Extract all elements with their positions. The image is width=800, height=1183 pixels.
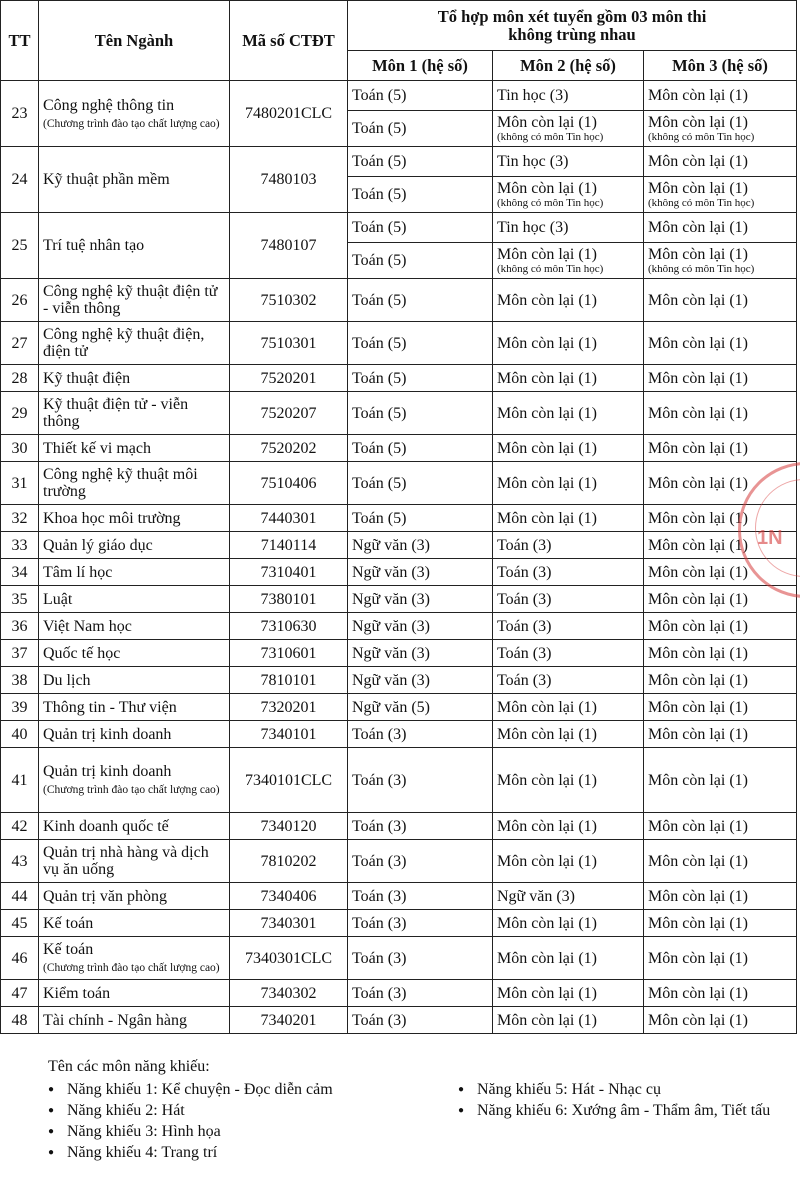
table-row <box>1 883 797 910</box>
subject-text: Môn còn lại (1) <box>497 179 597 197</box>
major-name-cell <box>39 586 230 613</box>
major-name-cell <box>39 667 230 694</box>
subject-m1-cell: Toán (5) <box>348 392 493 435</box>
program-code: 7520201 <box>230 365 348 392</box>
subject-m1-cell: Toán (3) <box>348 840 493 883</box>
subject-m2-cell: Môn còn lại (1) <box>493 937 644 980</box>
subject-m2-cell: Môn còn lại (1) <box>493 748 644 813</box>
major-name: Công nghệ kỹ thuật môi trường <box>43 466 198 500</box>
table-row <box>1 559 797 586</box>
subject-m2-cell: Môn còn lại (1) <box>493 910 644 937</box>
major-name-cell <box>39 279 230 322</box>
subject-m2-cell: Tin học (3) <box>493 147 644 177</box>
major-name: Khoa học môi trường <box>43 509 181 527</box>
table-row <box>1 213 797 243</box>
subject-m3-cell: Môn còn lại (1) <box>644 667 797 694</box>
subject-m1-cell: Ngữ văn (3) <box>348 532 493 559</box>
major-name: Công nghệ kỹ thuật điện tử - viễn thông <box>43 283 218 317</box>
subject-m3-cell: Môn còn lại (1) <box>644 840 797 883</box>
subject-m2-cell: Ngữ văn (3) <box>493 883 644 910</box>
row-number: 42 <box>1 813 39 840</box>
row-number: 40 <box>1 721 39 748</box>
major-name-cell <box>39 640 230 667</box>
program-code: 7510302 <box>230 279 348 322</box>
program-code: 7810202 <box>230 840 348 883</box>
row-number: 35 <box>1 586 39 613</box>
row-number: 23 <box>1 81 39 147</box>
subject-m3-cell: Môn còn lại (1) <box>644 640 797 667</box>
notes-title: Tên các môn năng khiếu: <box>48 1058 210 1075</box>
subject-m1-cell: Toán (3) <box>348 813 493 840</box>
subject-m1-cell: Toán (5) <box>348 243 493 279</box>
row-number: 31 <box>1 462 39 505</box>
subject-m3-cell <box>644 177 797 213</box>
table-row <box>1 365 797 392</box>
note-item: ● Năng khiếu 2: Hát <box>48 1100 428 1121</box>
table-row <box>1 748 797 813</box>
subject-note: (không có môn Tin học) <box>497 130 604 143</box>
major-name-cell <box>39 694 230 721</box>
major-name: Quản trị nhà hàng và dịch vụ ăn uống <box>43 844 209 878</box>
major-name-cell <box>39 721 230 748</box>
subject-m1-cell: Toán (5) <box>348 177 493 213</box>
subject-m3-cell: Môn còn lại (1) <box>644 279 797 322</box>
major-name-cell <box>39 147 230 213</box>
subject-m1-cell: Toán (3) <box>348 980 493 1007</box>
subject-m2-cell: Tin học (3) <box>493 213 644 243</box>
subject-note: (không có môn Tin học) <box>497 262 604 275</box>
major-program-note: (Chương trình đào tạo chất lượng cao) <box>43 962 220 974</box>
major-name: Trí tuệ nhân tạo <box>43 237 145 254</box>
subject-m1-cell: Toán (5) <box>348 147 493 177</box>
subject-m3-cell: Môn còn lại (1) <box>644 322 797 365</box>
subject-m1-cell: Ngữ văn (5) <box>348 694 493 721</box>
subject-m2-cell: Môn còn lại (1) <box>493 840 644 883</box>
notes-list-left <box>48 1079 428 1163</box>
major-name: Luật <box>43 590 73 608</box>
table-row <box>1 721 797 748</box>
subject-m2-cell <box>493 111 644 147</box>
subject-m1-cell: Toán (3) <box>348 721 493 748</box>
table-row <box>1 640 797 667</box>
table-row <box>1 586 797 613</box>
subject-note: (không có môn Tin học) <box>497 196 604 209</box>
row-number: 34 <box>1 559 39 586</box>
table-row <box>1 435 797 462</box>
row-number: 32 <box>1 505 39 532</box>
note-item: ● Năng khiếu 1: Kể chuyện - Đọc diễn cảm <box>48 1079 428 1100</box>
subject-m1-cell: Ngữ văn (3) <box>348 667 493 694</box>
subject-m3-cell: Môn còn lại (1) <box>644 586 797 613</box>
header-tt: TT <box>1 1 39 81</box>
subject-m2-cell: Môn còn lại (1) <box>493 435 644 462</box>
major-name-cell <box>39 435 230 462</box>
major-name: Quản trị văn phòng <box>43 887 167 905</box>
major-program-note: (Chương trình đào tạo chất lượng cao) <box>43 117 220 130</box>
program-code: 7810101 <box>230 667 348 694</box>
table-body <box>1 81 797 1034</box>
note-item: ● Năng khiếu 5: Hát - Nhạc cụ <box>458 1079 778 1100</box>
subject-m1-cell: Ngữ văn (3) <box>348 586 493 613</box>
subject-m1-cell: Toán (3) <box>348 1007 493 1034</box>
subject-m3-cell: Môn còn lại (1) <box>644 365 797 392</box>
program-code: 7340101 <box>230 721 348 748</box>
subject-m1-cell: Ngữ văn (3) <box>348 640 493 667</box>
program-code: 7340301 <box>230 910 348 937</box>
subject-m2-cell: Môn còn lại (1) <box>493 322 644 365</box>
subject-text: Môn còn lại (1) <box>497 245 597 263</box>
subject-m2-cell: Môn còn lại (1) <box>493 721 644 748</box>
subject-m1-cell: Toán (5) <box>348 505 493 532</box>
subject-m2-cell: Toán (3) <box>493 640 644 667</box>
subject-note: (không có môn Tin học) <box>648 130 755 143</box>
subject-m3-cell: Môn còn lại (1) <box>644 937 797 980</box>
subject-m1-cell: Toán (5) <box>348 322 493 365</box>
table-row <box>1 910 797 937</box>
program-code: 7520207 <box>230 392 348 435</box>
table-row <box>1 694 797 721</box>
major-name: Quốc tế học <box>43 644 121 662</box>
row-number: 46 <box>1 937 39 980</box>
subject-m1-cell: Toán (5) <box>348 111 493 147</box>
subject-m3-cell: Môn còn lại (1) <box>644 721 797 748</box>
subject-m3-cell: Môn còn lại (1) <box>644 532 797 559</box>
subject-m2-cell: Môn còn lại (1) <box>493 505 644 532</box>
subject-note: (không có môn Tin học) <box>648 262 755 275</box>
subject-m3-cell: Môn còn lại (1) <box>644 910 797 937</box>
subject-text: Môn còn lại (1) <box>648 179 748 197</box>
program-code: 7510406 <box>230 462 348 505</box>
major-name-cell <box>39 505 230 532</box>
table-row <box>1 980 797 1007</box>
program-code: 7310601 <box>230 640 348 667</box>
subject-m2-cell: Môn còn lại (1) <box>493 462 644 505</box>
program-code: 7380101 <box>230 586 348 613</box>
row-number: 29 <box>1 392 39 435</box>
subject-m1-cell: Toán (5) <box>348 435 493 462</box>
major-name-cell <box>39 213 230 279</box>
program-code: 7310630 <box>230 613 348 640</box>
major-name-cell <box>39 559 230 586</box>
row-number: 26 <box>1 279 39 322</box>
subject-m1-cell: Ngữ văn (3) <box>348 613 493 640</box>
table-row <box>1 613 797 640</box>
major-name: Tâm lí học <box>43 563 113 581</box>
program-code: 7340406 <box>230 883 348 910</box>
subject-m1-cell: Toán (5) <box>348 81 493 111</box>
major-name-cell <box>39 81 230 147</box>
subject-m2-cell: Môn còn lại (1) <box>493 980 644 1007</box>
subject-m1-cell: Toán (3) <box>348 937 493 980</box>
major-name-cell <box>39 322 230 365</box>
subject-text: Môn còn lại (1) <box>497 113 597 131</box>
table-row <box>1 937 797 980</box>
subject-m1-cell: Toán (5) <box>348 279 493 322</box>
subject-m2-cell: Môn còn lại (1) <box>493 279 644 322</box>
major-name: Kiểm toán <box>43 984 111 1002</box>
header-to-hop: Tổ hợp môn xét tuyển gồm 03 môn thi không trùng nhau <box>348 1 797 51</box>
subject-m2-cell: Môn còn lại (1) <box>493 813 644 840</box>
table-row <box>1 322 797 365</box>
notes-section <box>0 1056 800 1183</box>
header-ma-so: Mã số CTĐT <box>230 1 348 81</box>
subject-m2-cell <box>493 177 644 213</box>
row-number: 36 <box>1 613 39 640</box>
subject-m2-cell: Toán (3) <box>493 586 644 613</box>
subject-m3-cell <box>644 243 797 279</box>
program-code: 7520202 <box>230 435 348 462</box>
subject-m3-cell: Môn còn lại (1) <box>644 883 797 910</box>
row-number: 48 <box>1 1007 39 1034</box>
program-code: 7340101CLC <box>230 748 348 813</box>
major-name-cell <box>39 748 230 813</box>
subject-m3-cell: Môn còn lại (1) <box>644 147 797 177</box>
subject-m3-cell: Môn còn lại (1) <box>644 694 797 721</box>
subject-m3-cell: Môn còn lại (1) <box>644 559 797 586</box>
major-name: Việt Nam học <box>43 617 132 635</box>
table-row <box>1 813 797 840</box>
table-row <box>1 392 797 435</box>
program-code: 7320201 <box>230 694 348 721</box>
major-name: Công nghệ thông tin <box>43 96 175 114</box>
table-row <box>1 840 797 883</box>
subject-m1-cell: Toán (3) <box>348 883 493 910</box>
program-code: 7510301 <box>230 322 348 365</box>
major-name-cell <box>39 937 230 980</box>
subject-m1-cell: Toán (5) <box>348 213 493 243</box>
subject-m2-cell: Toán (3) <box>493 532 644 559</box>
major-name-cell <box>39 980 230 1007</box>
program-code: 7340120 <box>230 813 348 840</box>
subject-m2-cell: Toán (3) <box>493 667 644 694</box>
major-name: Quản trị kinh doanh <box>43 725 172 743</box>
row-number: 41 <box>1 748 39 813</box>
row-number: 43 <box>1 840 39 883</box>
subject-m3-cell: Môn còn lại (1) <box>644 505 797 532</box>
row-number: 47 <box>1 980 39 1007</box>
table-row <box>1 279 797 322</box>
subject-note: (không có môn Tin học) <box>648 196 755 209</box>
major-name: Quản lý giáo dục <box>43 536 153 554</box>
table-row <box>1 462 797 505</box>
subject-m3-cell: Môn còn lại (1) <box>644 392 797 435</box>
subject-m3-cell: Môn còn lại (1) <box>644 980 797 1007</box>
subject-m2-cell: Môn còn lại (1) <box>493 694 644 721</box>
table-row <box>1 667 797 694</box>
major-name: Thiết kế vi mạch <box>43 439 151 457</box>
table-row <box>1 505 797 532</box>
program-code: 7440301 <box>230 505 348 532</box>
row-number: 24 <box>1 147 39 213</box>
major-name: Quản trị kinh doanh <box>43 763 172 780</box>
major-name-cell <box>39 462 230 505</box>
subject-m3-cell: Môn còn lại (1) <box>644 81 797 111</box>
program-code: 7480103 <box>230 147 348 213</box>
row-number: 38 <box>1 667 39 694</box>
table-row <box>1 81 797 111</box>
header-mon-2: Môn 2 (hệ số) <box>493 51 644 81</box>
program-code: 7340301CLC <box>230 937 348 980</box>
row-number: 33 <box>1 532 39 559</box>
program-code: 7140114 <box>230 532 348 559</box>
stamp-seal-mark: 1N <box>757 527 783 549</box>
major-name-cell <box>39 613 230 640</box>
subject-m3-cell: Môn còn lại (1) <box>644 613 797 640</box>
major-name-cell <box>39 365 230 392</box>
program-code: 7340201 <box>230 1007 348 1034</box>
major-name: Tài chính - Ngân hàng <box>43 1011 187 1029</box>
row-number: 25 <box>1 213 39 279</box>
subject-m3-cell: Môn còn lại (1) <box>644 435 797 462</box>
subject-m1-cell: Toán (5) <box>348 462 493 505</box>
subject-m2-cell: Môn còn lại (1) <box>493 365 644 392</box>
subject-m3-cell <box>644 111 797 147</box>
notes-list-right <box>458 1079 778 1121</box>
major-name-cell <box>39 1007 230 1034</box>
subject-m3-cell: Môn còn lại (1) <box>644 462 797 505</box>
major-name-cell <box>39 532 230 559</box>
subject-m1-cell: Toán (3) <box>348 748 493 813</box>
major-name: Thông tin - Thư viện <box>43 698 177 716</box>
major-name: Du lịch <box>43 671 91 689</box>
note-item: ● Năng khiếu 6: Xướng âm - Thẩm âm, Tiết tấu <box>458 1100 778 1121</box>
subject-m1-cell: Toán (3) <box>348 910 493 937</box>
major-name: Công nghệ kỹ thuật điện, điện tử <box>43 326 205 360</box>
header-mon-3: Môn 3 (hệ số) <box>644 51 797 81</box>
program-code: 7480201CLC <box>230 81 348 147</box>
row-number: 37 <box>1 640 39 667</box>
major-name: Kế toán <box>43 914 94 932</box>
major-program-note: (Chương trình đào tạo chất lượng cao) <box>43 784 220 796</box>
row-number: 44 <box>1 883 39 910</box>
table-row <box>1 532 797 559</box>
subject-m2-cell: Môn còn lại (1) <box>493 392 644 435</box>
subject-m2-cell: Môn còn lại (1) <box>493 1007 644 1034</box>
row-number: 39 <box>1 694 39 721</box>
header-ten-nganh: Tên Ngành <box>39 1 230 81</box>
major-name-cell <box>39 840 230 883</box>
row-number: 30 <box>1 435 39 462</box>
note-item: ● Năng khiếu 4: Trang trí <box>48 1142 428 1163</box>
program-code: 7310401 <box>230 559 348 586</box>
subject-m2-cell: Toán (3) <box>493 559 644 586</box>
subject-m2-cell: Tin học (3) <box>493 81 644 111</box>
subject-m2-cell: Toán (3) <box>493 613 644 640</box>
subject-m3-cell: Môn còn lại (1) <box>644 213 797 243</box>
subject-m3-cell: Môn còn lại (1) <box>644 813 797 840</box>
major-name: Kỹ thuật phần mềm <box>43 171 170 188</box>
row-number: 45 <box>1 910 39 937</box>
major-name: Kế toán <box>43 941 94 958</box>
row-number: 27 <box>1 322 39 365</box>
major-name-cell <box>39 910 230 937</box>
program-code: 7340302 <box>230 980 348 1007</box>
major-name: Kỹ thuật điện tử - viễn thông <box>43 396 189 430</box>
note-item: ● Năng khiếu 3: Hình họa <box>48 1121 428 1142</box>
table-row <box>1 1007 797 1034</box>
major-name: Kinh doanh quốc tế <box>43 817 169 835</box>
row-number: 28 <box>1 365 39 392</box>
subject-m2-cell <box>493 243 644 279</box>
program-code: 7480107 <box>230 213 348 279</box>
subject-text: Môn còn lại (1) <box>648 113 748 131</box>
subject-m1-cell: Toán (5) <box>348 365 493 392</box>
major-name-cell <box>39 813 230 840</box>
subject-m1-cell: Ngữ văn (3) <box>348 559 493 586</box>
major-name: Kỹ thuật điện <box>43 369 131 387</box>
major-name-cell <box>39 883 230 910</box>
major-name-cell <box>39 392 230 435</box>
table-row <box>1 147 797 177</box>
header-mon-1: Môn 1 (hệ số) <box>348 51 493 81</box>
subject-m3-cell: Môn còn lại (1) <box>644 1007 797 1034</box>
subject-text: Môn còn lại (1) <box>648 245 748 263</box>
subject-m3-cell: Môn còn lại (1) <box>644 748 797 813</box>
